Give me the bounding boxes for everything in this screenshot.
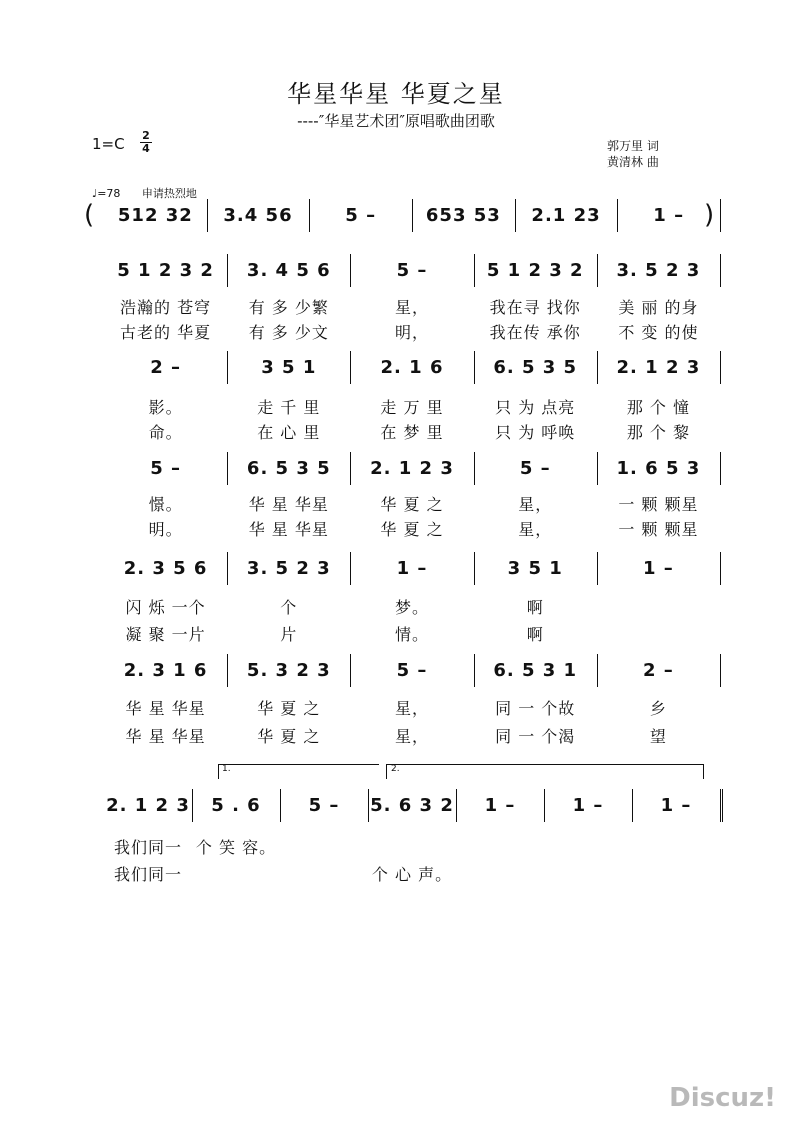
bar-line bbox=[474, 254, 475, 287]
bar-line bbox=[227, 552, 228, 585]
bar-line bbox=[720, 254, 721, 287]
notes-system-2 bbox=[104, 260, 720, 281]
measure-notes: 3.4 56 bbox=[223, 205, 293, 226]
bar-line bbox=[720, 351, 721, 384]
bar-line bbox=[280, 789, 281, 822]
bar-line bbox=[227, 654, 228, 687]
measure-notes: 6. 5 3 1 bbox=[493, 660, 578, 681]
time-signature-bottom: 4 bbox=[140, 142, 152, 155]
measure-notes: 3 5 1 bbox=[507, 558, 563, 579]
lyrics-system-3-verse-2 bbox=[104, 420, 720, 443]
bar-line bbox=[309, 199, 310, 232]
bar-line bbox=[350, 351, 351, 384]
lyric-segment bbox=[597, 595, 720, 618]
lyric-segment: 华 夏 之 bbox=[380, 520, 444, 539]
lyric-segment: 星， bbox=[395, 298, 430, 317]
lyrics-system-2-verse-1 bbox=[104, 295, 720, 318]
lyric-segment: 个 笑 容。 bbox=[195, 838, 277, 857]
lyric-segment: 星， bbox=[395, 727, 430, 746]
lyric-segment: 个 bbox=[280, 598, 298, 617]
measure-notes: 1. 6 5 3 bbox=[616, 458, 701, 479]
lyric-segment bbox=[544, 862, 632, 885]
lyrics-system-5-verse-2 bbox=[104, 622, 720, 645]
second-ending-bracket bbox=[386, 764, 704, 779]
lyric-segment bbox=[456, 835, 544, 858]
bar-line bbox=[474, 654, 475, 687]
bar-line bbox=[350, 254, 351, 287]
lyric-segment: 一 颗 颗星 bbox=[618, 495, 699, 514]
bar-line bbox=[720, 452, 721, 485]
repeat-close-paren: ) bbox=[704, 200, 715, 230]
notes-system-5 bbox=[104, 558, 720, 579]
lyrics-system-4-verse-2 bbox=[104, 517, 720, 540]
measure-notes: 1 – bbox=[653, 205, 685, 226]
lyric-segment: 情。 bbox=[395, 625, 430, 644]
lyric-segment: 华 星 华星 bbox=[125, 699, 206, 718]
measure-notes: 1 – bbox=[484, 795, 516, 816]
bar-line bbox=[720, 552, 721, 585]
measure-notes: 1 – bbox=[643, 558, 674, 579]
measure-notes: 2 – bbox=[150, 357, 181, 378]
measure-notes: 2. 3 1 6 bbox=[123, 660, 208, 681]
lyric-segment bbox=[456, 862, 544, 885]
tempo-value: ♩=78 bbox=[92, 187, 121, 200]
lyric-segment: 我在寻 找你 bbox=[489, 298, 581, 317]
measure-notes: 5 1 2 3 2 bbox=[486, 260, 584, 281]
bar-line bbox=[720, 199, 721, 232]
bar-line bbox=[456, 789, 457, 822]
measure-notes: 5 – bbox=[308, 795, 340, 816]
measure-notes: 3. 4 5 6 bbox=[246, 260, 331, 281]
lyric-segment: 只 为 点亮 bbox=[495, 398, 576, 417]
song-subtitle: ----″华星艺术团″原唱歌曲团歌 bbox=[297, 112, 495, 130]
time-signature-top: 2 bbox=[142, 129, 150, 142]
measure-notes: 3. 5 2 3 bbox=[616, 260, 701, 281]
measure-notes: 5. 6 3 2 bbox=[370, 795, 454, 816]
watermark: Discuz! bbox=[669, 1083, 776, 1113]
lyric-segment: 梦。 bbox=[395, 598, 430, 617]
lyric-segment: 浩瀚的 苍穹 bbox=[120, 298, 212, 317]
lyric-segment bbox=[192, 862, 280, 885]
lyric-segment: 望 bbox=[649, 727, 667, 746]
lyric-segment: 星， bbox=[518, 495, 553, 514]
measure-notes: 3 5 1 bbox=[261, 357, 317, 378]
measure-notes: 5 1 2 3 2 bbox=[117, 260, 214, 281]
measure-notes: 2.1 23 bbox=[531, 205, 601, 226]
measure-notes: 5 – bbox=[345, 205, 377, 226]
lyric-segment: 我在传 承你 bbox=[489, 323, 581, 342]
lyric-segment bbox=[632, 862, 720, 885]
bar-line bbox=[474, 452, 475, 485]
measure-notes: 5 . 6 bbox=[211, 795, 261, 816]
bar-line bbox=[350, 452, 351, 485]
notes-system-3 bbox=[104, 357, 720, 378]
bar-line bbox=[617, 199, 618, 232]
lyrics-system-5-verse-1 bbox=[104, 595, 720, 618]
measure-notes: 3. 5 2 3 bbox=[246, 558, 331, 579]
lyric-segment: 一 颗 颗星 bbox=[618, 520, 699, 539]
measure-notes: 2. 1 2 3 bbox=[106, 795, 190, 816]
lyric-segment: 命。 bbox=[148, 423, 183, 442]
bar-line bbox=[227, 452, 228, 485]
lyric-segment bbox=[597, 622, 720, 645]
bar-line bbox=[474, 351, 475, 384]
lyric-segment: 乡 bbox=[649, 699, 667, 718]
bar-line bbox=[597, 654, 598, 687]
lyric-segment: 走 千 里 bbox=[257, 398, 321, 417]
bar-line bbox=[597, 452, 598, 485]
lyric-segment bbox=[632, 835, 720, 858]
lyric-segment: 华 夏 之 bbox=[380, 495, 444, 514]
lyric-segment: 憬。 bbox=[148, 495, 183, 514]
measure-notes: 512 32 bbox=[117, 205, 193, 226]
measure-notes: 5 – bbox=[396, 660, 428, 681]
lyrics-system-6-verse-2 bbox=[104, 724, 720, 747]
measure-notes: 5 – bbox=[519, 458, 551, 479]
lyric-segment: 走 万 里 bbox=[380, 398, 444, 417]
measure-notes: 2. 1 2 3 bbox=[370, 458, 454, 479]
lyric-segment: 闪 烁 一个 bbox=[125, 598, 206, 617]
lyric-segment: 那 个 憧 bbox=[626, 398, 690, 417]
lyric-segment: 只 为 呼唤 bbox=[495, 423, 576, 442]
song-title: 华星华星 华夏之星 bbox=[287, 80, 505, 108]
measure-notes: 1 – bbox=[572, 795, 604, 816]
bar-line bbox=[192, 789, 193, 822]
bar-line bbox=[227, 351, 228, 384]
lyric-segment: 在 心 里 bbox=[257, 423, 321, 442]
repeat-open-paren: ( bbox=[84, 200, 95, 230]
measure-notes: 2. 1 6 bbox=[380, 357, 444, 378]
lyrics-system-6-verse-1 bbox=[104, 696, 720, 719]
lyric-segment: 华 夏 之 bbox=[257, 727, 321, 746]
bar-line bbox=[412, 199, 413, 232]
key-signature: 1=C bbox=[92, 135, 125, 153]
first-ending-bracket bbox=[218, 764, 379, 779]
bar-line bbox=[544, 789, 545, 822]
lyric-segment: 古老的 华夏 bbox=[120, 323, 212, 342]
lyric-segment: 华 星 华星 bbox=[248, 520, 329, 539]
notes-system-6 bbox=[104, 660, 720, 681]
bar-line bbox=[207, 199, 208, 232]
lyric-segment: 在 梦 里 bbox=[380, 423, 444, 442]
composer-credit: 黄清林 曲 bbox=[607, 155, 659, 169]
measure-notes: 5. 3 2 3 bbox=[246, 660, 331, 681]
tempo-marking bbox=[92, 185, 197, 201]
lyrics-system-4-verse-1 bbox=[104, 492, 720, 515]
bar-line bbox=[597, 552, 598, 585]
lyrics-system-7-verse-2 bbox=[104, 862, 720, 885]
bar-line bbox=[368, 789, 369, 822]
lyric-segment: 星， bbox=[518, 520, 553, 539]
bar-line bbox=[597, 351, 598, 384]
measure-notes: 2. 3 5 6 bbox=[123, 558, 208, 579]
bar-line bbox=[720, 654, 721, 687]
lyric-segment: 我们同一 bbox=[113, 865, 182, 884]
bar-line bbox=[597, 254, 598, 287]
lyric-segment bbox=[280, 835, 368, 858]
lyric-segment: 啊 bbox=[526, 625, 544, 644]
time-signature bbox=[140, 130, 152, 155]
bar-line bbox=[350, 552, 351, 585]
lyric-segment: 个 心 声。 bbox=[371, 865, 453, 884]
bar-line bbox=[474, 552, 475, 585]
bar-line bbox=[515, 199, 516, 232]
lyric-segment bbox=[280, 862, 368, 885]
expression-marking: 申请热烈地 bbox=[141, 187, 197, 200]
lyric-segment: 华 星 华星 bbox=[248, 495, 329, 514]
lyric-segment: 影。 bbox=[148, 398, 183, 417]
lyric-segment: 星， bbox=[395, 699, 430, 718]
lyric-segment: 我们同一 bbox=[113, 838, 182, 857]
lyric-segment: 华 星 华星 bbox=[125, 727, 206, 746]
bar-line bbox=[350, 654, 351, 687]
first-ending-label: 1. bbox=[222, 764, 231, 774]
lyric-segment: 同 一 个故 bbox=[495, 699, 576, 718]
lyric-segment: 有 多 少繁 bbox=[248, 298, 329, 317]
notes-system-7 bbox=[104, 795, 720, 816]
lyric-segment: 同 一 个渴 bbox=[495, 727, 576, 746]
lyric-segment: 明， bbox=[395, 323, 430, 342]
lyrics-system-2-verse-2 bbox=[104, 320, 720, 343]
measure-notes: 6. 5 3 5 bbox=[246, 458, 331, 479]
lyric-segment: 那 个 黎 bbox=[626, 423, 690, 442]
lyrics-system-3-verse-1 bbox=[104, 395, 720, 418]
lyric-segment bbox=[368, 835, 456, 858]
notes-system-4 bbox=[104, 458, 720, 479]
lyricist-credit: 郭万里 词 bbox=[607, 139, 659, 153]
lyric-segment: 片 bbox=[280, 625, 298, 644]
lyric-segment: 不 变 的使 bbox=[618, 323, 699, 342]
measure-notes: 2 – bbox=[643, 660, 674, 681]
second-ending-label: 2. bbox=[391, 764, 400, 774]
lyric-segment: 啊 bbox=[526, 598, 544, 617]
lyric-segment: 有 多 少文 bbox=[248, 323, 329, 342]
measure-notes: 6. 5 3 5 bbox=[493, 357, 578, 378]
measure-notes: 5 – bbox=[150, 458, 181, 479]
lyrics-system-7-verse-1 bbox=[104, 835, 720, 858]
measure-notes: 1 – bbox=[396, 558, 428, 579]
bar-line bbox=[227, 254, 228, 287]
measure-notes: 1 – bbox=[660, 795, 692, 816]
lyric-segment bbox=[544, 835, 632, 858]
measure-notes: 653 53 bbox=[425, 205, 501, 226]
lyric-segment: 凝 聚 一片 bbox=[125, 625, 206, 644]
lyric-segment: 明。 bbox=[148, 520, 183, 539]
measure-notes: 2. 1 2 3 bbox=[616, 357, 701, 378]
bar-line bbox=[632, 789, 633, 822]
measure-notes: 5 – bbox=[396, 260, 428, 281]
lyric-segment: 美 丽 的身 bbox=[618, 298, 699, 317]
bar-line bbox=[720, 789, 723, 822]
lyric-segment: 华 夏 之 bbox=[257, 699, 321, 718]
notes-system-1 bbox=[104, 205, 720, 226]
